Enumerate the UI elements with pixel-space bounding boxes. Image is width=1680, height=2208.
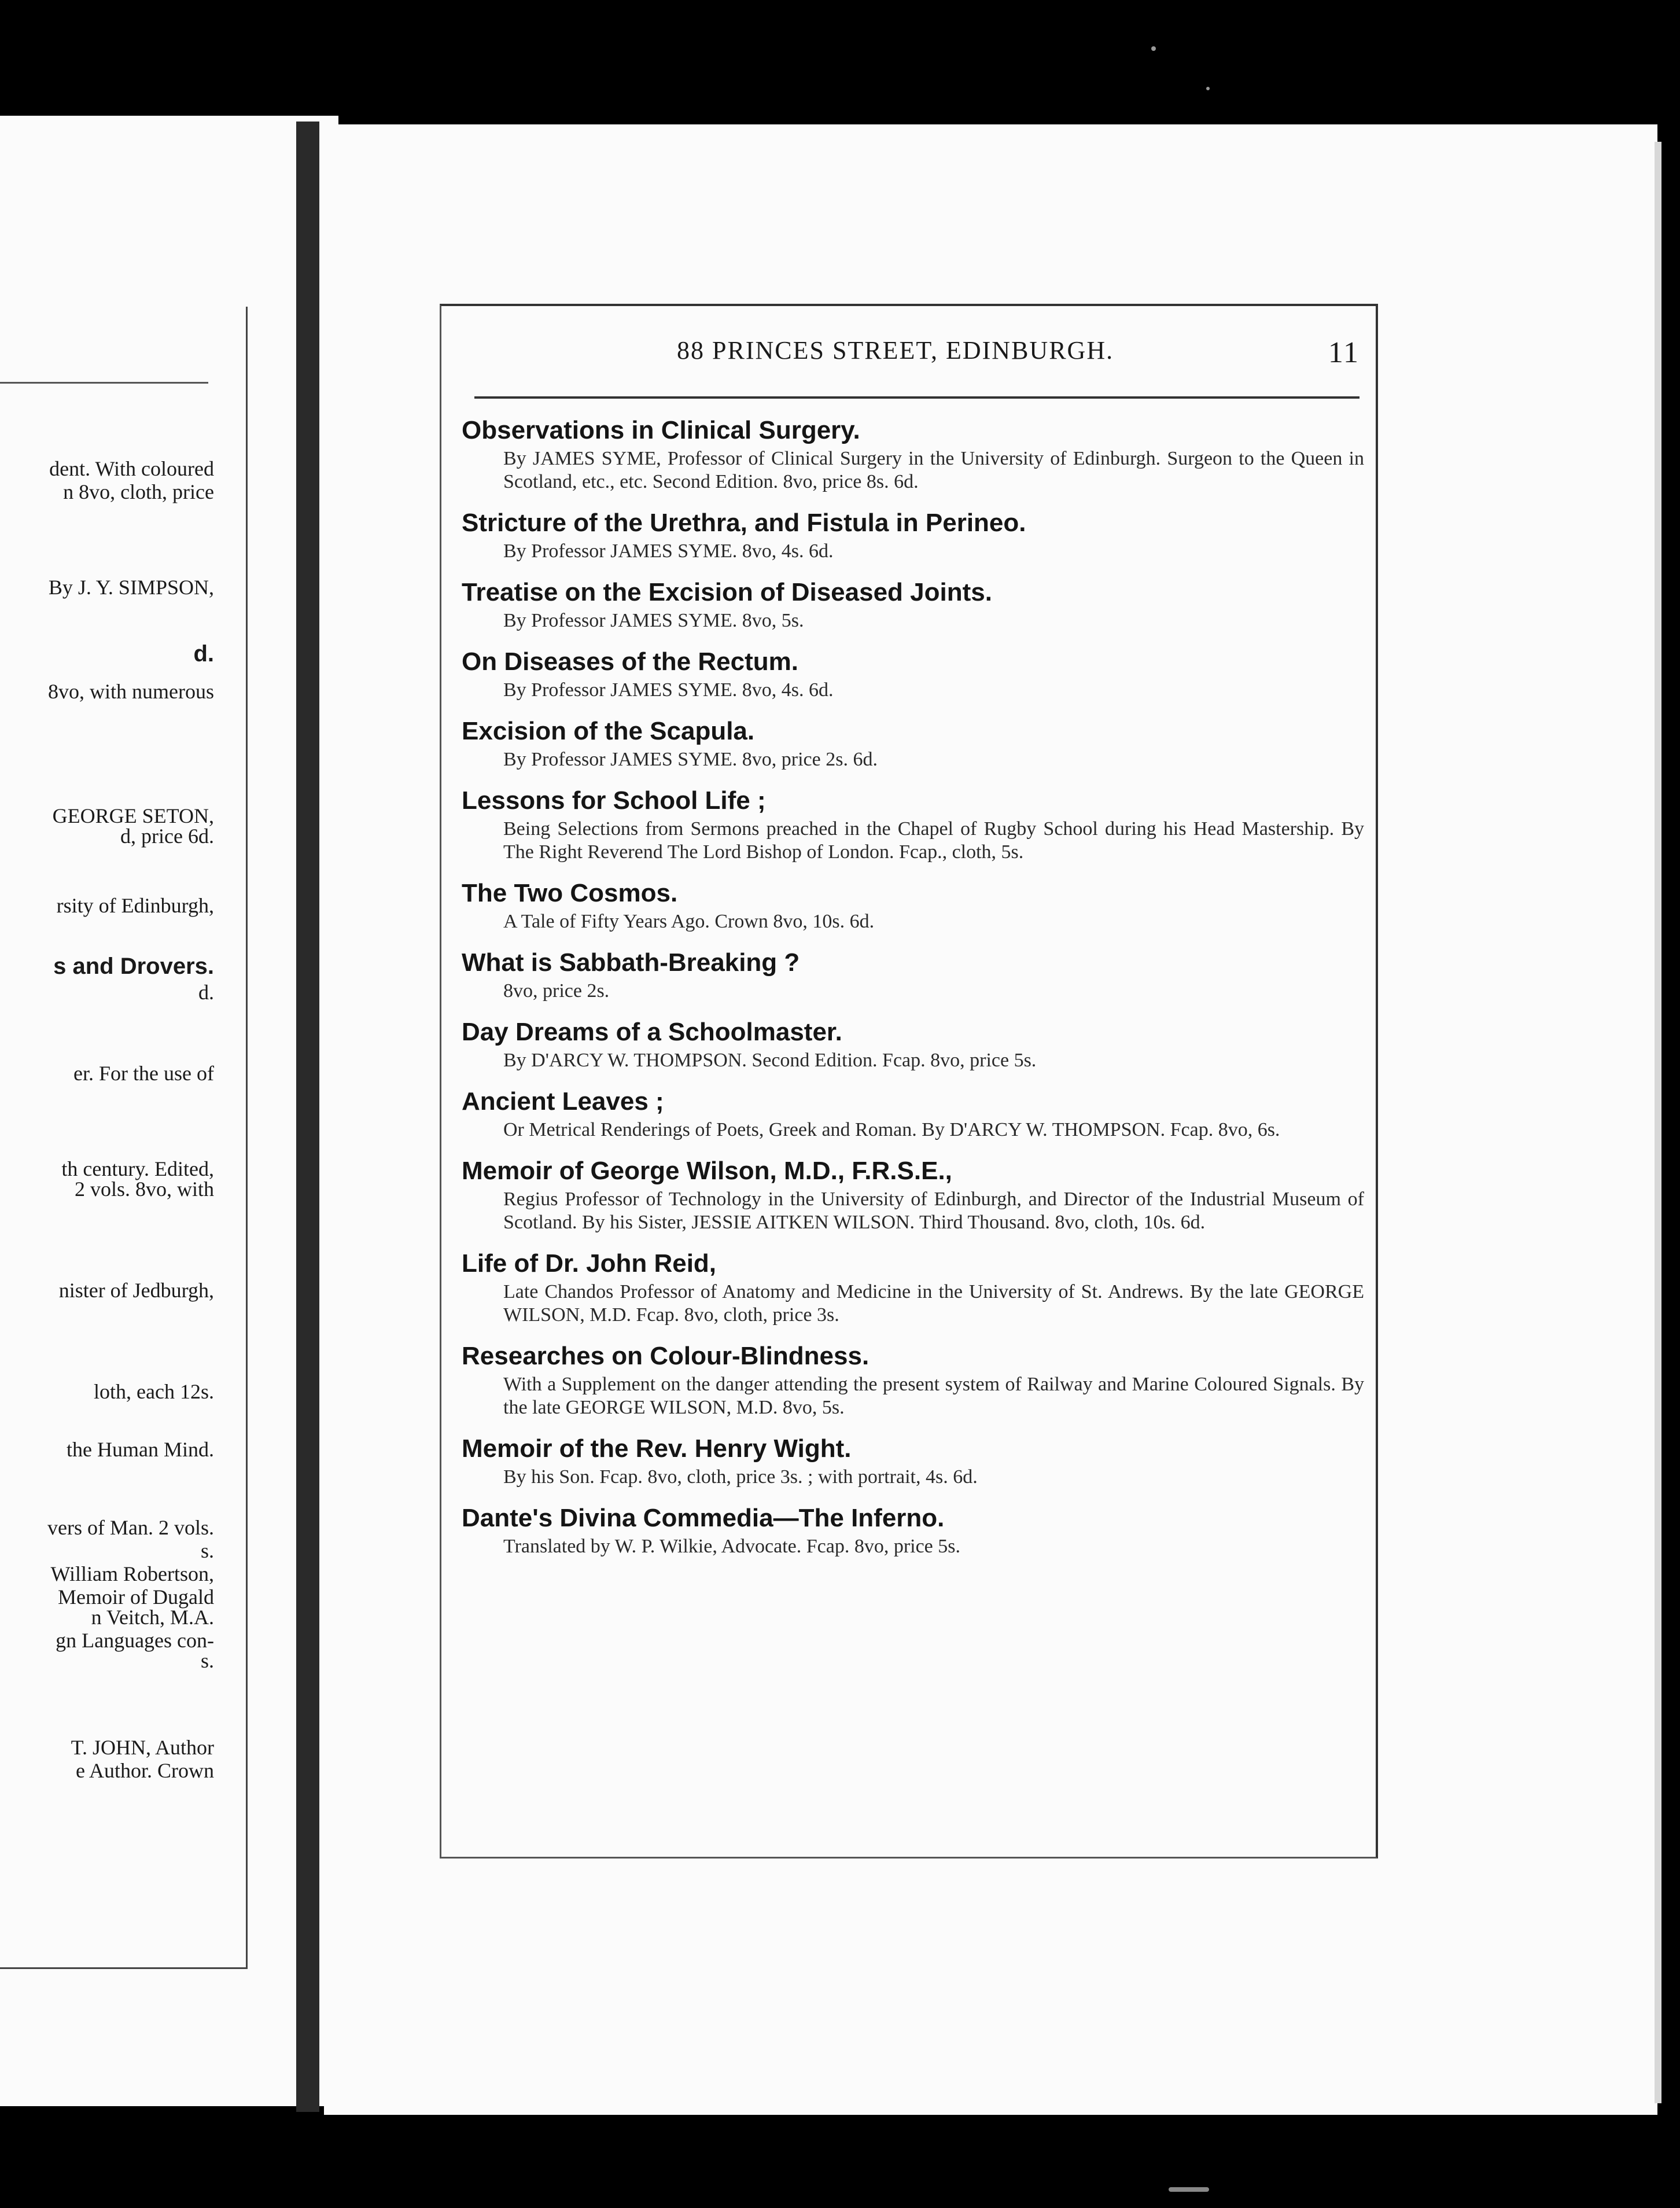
- header-rule: [474, 396, 1360, 399]
- previous-page-text-line: T. JOHN, Author: [71, 1736, 214, 1759]
- previous-page-text-line: dent. With coloured: [49, 457, 214, 480]
- catalogue-entry: [462, 877, 1364, 933]
- catalogue-entry: [462, 414, 1364, 494]
- previous-page-text-line: d.: [193, 641, 214, 667]
- previous-page-text-line: the Human Mind.: [67, 1438, 214, 1461]
- previous-page-text-line: gn Languages con-: [56, 1629, 214, 1652]
- catalogue-entry: [462, 1432, 1364, 1489]
- previous-page-text-line: d.: [198, 981, 214, 1004]
- catalogue-entry: [462, 506, 1364, 563]
- entry-title: Memoir of the Rev. Henry Wight.: [462, 1434, 852, 1463]
- running-header-title: 88 PRINCES STREET, EDINBURGH.: [677, 336, 1114, 365]
- book-gutter: [296, 122, 319, 2112]
- previous-page-text-line: s.: [200, 1649, 214, 1672]
- catalogue-entry: [462, 1247, 1364, 1327]
- entry-title: Day Dreams of a Schoolmaster.: [462, 1018, 842, 1046]
- entry-title: On Diseases of the Rectum.: [462, 647, 798, 676]
- previous-page-text-line: vers of Man. 2 vols.: [47, 1516, 214, 1539]
- catalogue-entry: [462, 1502, 1364, 1558]
- previous-page-text-line: 8vo, with numerous: [48, 680, 214, 703]
- previous-page-text-line: n 8vo, cloth, price: [63, 480, 214, 503]
- dust-speck: [1206, 87, 1210, 90]
- catalogue-entry: [462, 946, 1364, 1003]
- entry-description: By Professor JAMES SYME. 8vo, price 2s. 6d.: [503, 749, 878, 770]
- catalogue-entry: [462, 576, 1364, 632]
- previous-page-text-line: d, price 6d.: [120, 825, 214, 848]
- previous-page-text-line: rsity of Edinburgh,: [56, 894, 214, 917]
- catalogue-entry: [462, 1015, 1364, 1072]
- catalogue-entry: [462, 784, 1364, 864]
- entry-description: Being Selections from Sermons preached in the Chapel of Rugby School during his Head Mastership. By The Right Reverend The Lord Bishop of London. Fcap., cloth, 5s.: [503, 818, 1364, 863]
- entry-description: Translated by W. P. Wilkie, Advocate. Fcap. 8vo, price 5s.: [503, 1536, 961, 1557]
- entry-title: Ancient Leaves ;: [462, 1087, 664, 1116]
- entry-description: By D'ARCY W. THOMPSON. Second Edition. Fcap. 8vo, price 5s.: [503, 1050, 1037, 1071]
- previous-page-rule: [0, 382, 208, 384]
- dust-speck: [1151, 46, 1156, 51]
- entry-description: By Professor JAMES SYME. 8vo, 4s. 6d.: [503, 679, 834, 701]
- entry-description: By Professor JAMES SYME. 8vo, 5s.: [503, 610, 804, 631]
- entry-title: Stricture of the Urethra, and Fistula in Perineo.: [462, 509, 1026, 537]
- catalogue-entry: [462, 1085, 1364, 1142]
- entry-description: Regius Professor of Technology in the University of Edinburgh, and Director of the Industrial Museum of Scotland. By his Sister, JESSIE AITKEN WILSON. Third Thousand. 8vo, cloth, 10s. 6d.: [503, 1188, 1364, 1233]
- entry-description: Or Metrical Renderings of Poets, Greek and Roman. By D'ARCY W. THOMPSON. Fcap. 8vo, 6s.: [503, 1119, 1280, 1140]
- entry-description: Late Chandos Professor of Anatomy and Medicine in the University of St. Andrews. By the late GEORGE WILSON, M.D. Fcap. 8vo, cloth, price 3s.: [503, 1281, 1364, 1326]
- entry-title: Excision of the Scapula.: [462, 717, 755, 745]
- page-number: 11: [1328, 336, 1360, 369]
- previous-page-text-line: s.: [200, 1539, 214, 1562]
- catalogue-entry: [462, 1154, 1364, 1234]
- previous-page-text-line: e Author. Crown: [76, 1759, 214, 1782]
- entry-title: Memoir of George Wilson, M.D., F.R.S.E.,: [462, 1157, 952, 1185]
- previous-page-text-line: 2 vols. 8vo, with: [74, 1177, 214, 1201]
- previous-page-text-line: By J. Y. SIMPSON,: [48, 576, 214, 599]
- entry-title: Observations in Clinical Surgery.: [462, 416, 860, 444]
- entry-description: By his Son. Fcap. 8vo, cloth, price 3s. ; with portrait, 4s. 6d.: [503, 1466, 978, 1488]
- previous-page: [0, 116, 338, 2106]
- entry-title: Researches on Colour-Blindness.: [462, 1342, 870, 1370]
- entry-title: Treatise on the Excision of Diseased Joints.: [462, 578, 992, 606]
- entry-description: With a Supplement on the danger attending the present system of Railway and Marine Coloured Signals. By the late GEORGE WILSON, M.D. 8vo, 5s.: [503, 1374, 1364, 1418]
- entry-title: The Two Cosmos.: [462, 879, 678, 907]
- entry-title: What is Sabbath-Breaking ?: [462, 948, 800, 977]
- entry-description: By JAMES SYME, Professor of Clinical Surgery in the University of Edinburgh. Surgeon to the Queen in Scotland, etc., etc. Second Edition. 8vo, price 8s. 6d.: [503, 448, 1364, 492]
- catalogue-entry: [462, 645, 1364, 702]
- entry-title: Life of Dr. John Reid,: [462, 1249, 717, 1278]
- catalogue-entries: [462, 414, 1364, 1571]
- previous-page-text-line: s and Drovers.: [53, 954, 214, 979]
- previous-page-text-line: nister of Jedburgh,: [58, 1279, 214, 1302]
- previous-page-text-line: er. For the use of: [73, 1062, 214, 1085]
- previous-page-frame: [0, 307, 248, 1969]
- previous-page-text-line: th century. Edited,: [61, 1157, 214, 1180]
- previous-page-text-line: GEORGE SETON,: [52, 804, 214, 827]
- entry-description: By Professor JAMES SYME. 8vo, 4s. 6d.: [503, 540, 834, 562]
- entry-title: Lessons for School Life ;: [462, 786, 766, 815]
- entry-description: A Tale of Fifty Years Ago. Crown 8vo, 10s. 6d.: [503, 911, 875, 932]
- entry-description: 8vo, price 2s.: [503, 980, 610, 1002]
- previous-page-text-line: Memoir of Dugald: [58, 1585, 214, 1609]
- catalogue-entry: [462, 1339, 1364, 1419]
- page-edge: [1655, 142, 1661, 2103]
- catalogue-entry: [462, 715, 1364, 771]
- dust-speck: [1169, 2187, 1209, 2192]
- entry-title: Dante's Divina Commedia—The Inferno.: [462, 1504, 945, 1532]
- previous-page-text-line: loth, each 12s.: [94, 1380, 214, 1403]
- previous-page-text-line: William Robertson,: [50, 1562, 214, 1585]
- previous-page-text-line: n Veitch, M.A.: [91, 1606, 214, 1629]
